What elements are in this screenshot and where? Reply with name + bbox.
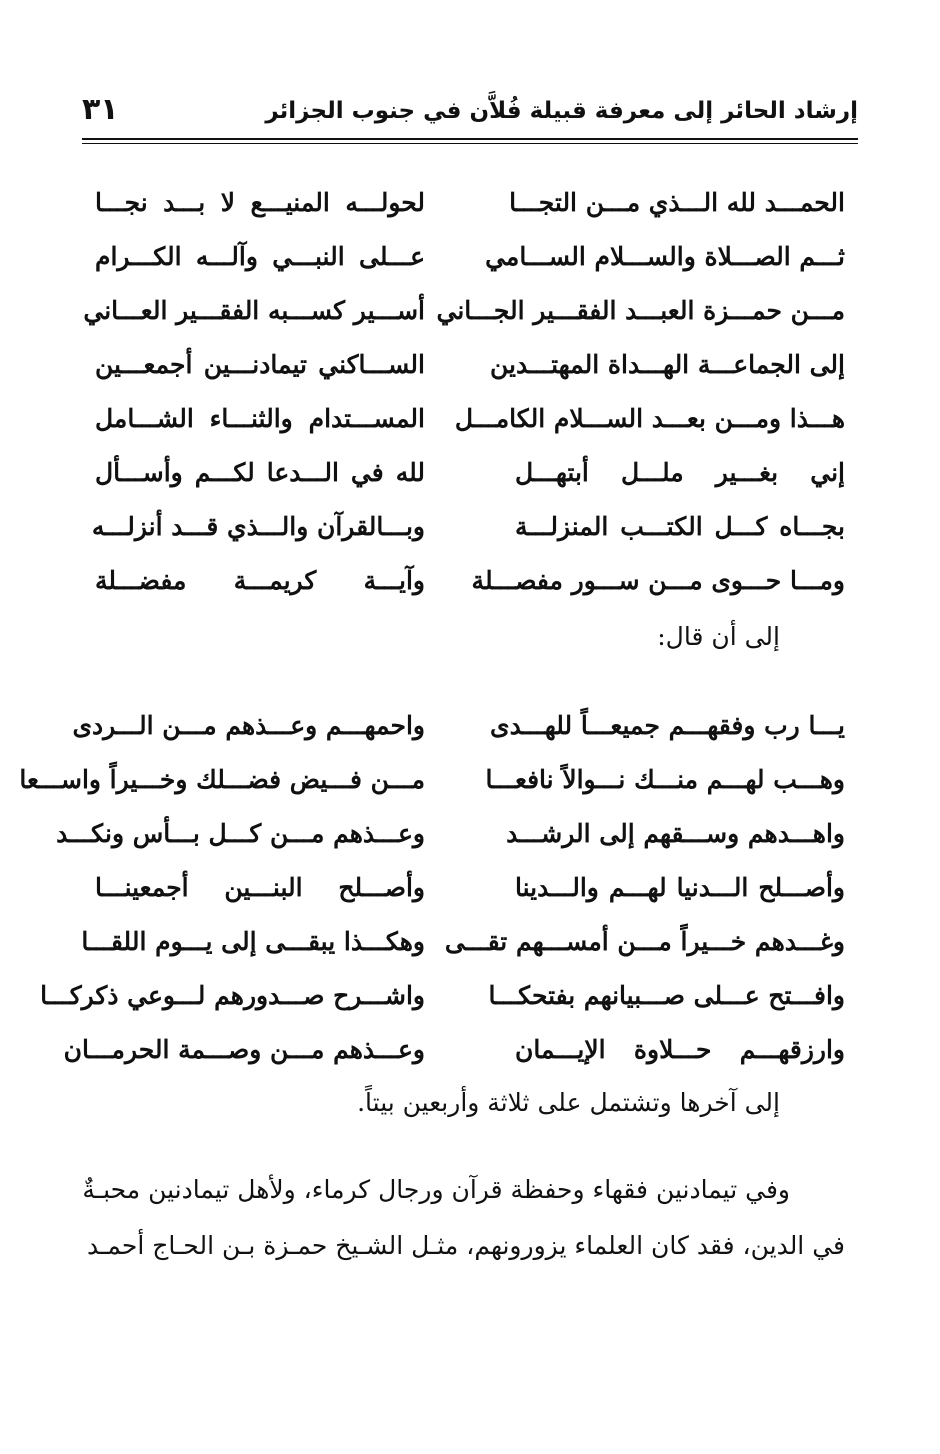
verse-first-hemistich: وارزقهـــم حـــلاوة الإيـــمان — [515, 1034, 845, 1064]
verse-second-hemistich: مـــن فـــيض فضـــلك وخـــيراً واســـعا — [19, 764, 425, 794]
verse-second-hemistich: وهكـــذا يبقـــى إلى يـــوم اللقـــا — [81, 926, 425, 956]
page-number: ٣١ — [82, 92, 119, 127]
verse-first-hemistich: إني بغـــير ملـــل أبتهـــل — [515, 457, 845, 487]
paragraph-line-1: وفي تيمادنين فقهاء وحفظة قرآن ورجال كرماء، ولأهل تيمادنين محبـةٌ — [82, 1175, 790, 1204]
verse-row — [40, 968, 845, 1022]
verse-second-hemistich: المســـتدام والثنـــاء الشـــامل — [95, 403, 425, 433]
verse-first-hemistich: بجـــاه كـــل الكتـــب المنزلـــة — [515, 511, 845, 541]
verse-second-hemistich: واحمهـــم وعـــذهم مـــن الـــردى — [72, 710, 425, 740]
verse-first-hemistich: الحمـــد لله الـــذي مـــن التجـــا — [509, 187, 845, 217]
verse-first-hemistich: مـــن حمـــزة العبـــد الفقـــير الجـــاني — [436, 295, 845, 325]
verse-first-hemistich: يـــا رب وفقهـــم جميعـــاً للهـــدى — [490, 710, 845, 740]
verse-second-hemistich: أســـير كســـبه الفقـــير العـــاني — [83, 295, 425, 325]
body-paragraph — [82, 1162, 845, 1274]
running-title: إرشاد الحائر إلى معرفة قبيلة فُلاَّن في جنوب الجزائر — [265, 98, 858, 124]
verse-row — [56, 806, 845, 860]
transition-line: إلى أن قال: — [657, 622, 780, 651]
verse-row — [95, 445, 845, 499]
verse-second-hemistich: الســـاكني تيمادنـــين أجمعـــين — [95, 349, 425, 379]
verse-row — [95, 860, 845, 914]
verse-row — [19, 752, 845, 806]
verse-first-hemistich: ثـــم الصـــلاة والســـلام الســـامي — [485, 241, 845, 271]
closing-line: إلى آخرها وتشتمل على ثلاثة وأربعين بيتاً. — [357, 1088, 780, 1117]
verse-first-hemistich: إلى الجماعـــة الهـــداة المهتـــدين — [490, 349, 845, 379]
verse-first-hemistich: ومـــا حـــوى مـــن ســـور مفصـــلة — [471, 565, 845, 595]
poem-part-2 — [19, 698, 845, 1076]
verse-row — [91, 499, 845, 553]
verse-first-hemistich: وأصـــلح الـــدنيا لهـــم والـــدينا — [515, 872, 845, 902]
verse-row — [63, 1022, 845, 1076]
verse-row — [81, 914, 845, 968]
verse-second-hemistich: عـــلى النبـــي وآلـــه الكـــرام — [95, 241, 425, 271]
verse-first-hemistich: وافـــتح عـــلى صـــبيانهم بفتحكـــا — [488, 980, 845, 1010]
verse-second-hemistich: لحولـــه المنيـــع لا بـــد نجـــا — [95, 187, 425, 217]
paragraph-line-2: في الدين، فقد كان العلماء يزورونهم، مثـل الشـيخ حمـزة بـن الحـاج أحمـد — [86, 1231, 845, 1260]
verse-second-hemistich: وعـــذهم مـــن وصـــمة الحرمـــان — [63, 1034, 425, 1064]
verse-row — [95, 337, 845, 391]
verse-first-hemistich: وهـــب لهـــم منـــك نـــوالاً نافعـــا — [485, 764, 845, 794]
verse-second-hemistich: وعـــذهم مـــن كـــل بـــأس ونكـــد — [56, 818, 425, 848]
verse-second-hemistich: لله في الـــدعا لكـــم وأســـأل — [95, 457, 425, 487]
header-rule-thin — [82, 143, 858, 144]
verse-first-hemistich: واهـــدهم وســـقهم إلى الرشـــد — [506, 818, 845, 848]
verse-row — [83, 283, 845, 337]
verse-second-hemistich: واشـــرح صـــدورهم لـــوعي ذكركـــا — [40, 980, 425, 1010]
verse-row — [95, 553, 845, 607]
poem-part-1 — [83, 175, 845, 607]
running-header — [82, 92, 858, 136]
verse-second-hemistich: وآيـــة كريمـــة مفضـــلة — [95, 565, 425, 595]
verse-second-hemistich: وأصـــلح البنـــين أجمعينـــا — [95, 872, 425, 902]
verse-second-hemistich: وبـــالقرآن والـــذي قـــد أنزلـــه — [91, 511, 425, 541]
verse-first-hemistich: وغـــدهم خـــيراً مـــن أمســـهم تقـــى — [444, 926, 845, 956]
verse-row — [95, 175, 845, 229]
header-rule-thick — [82, 138, 858, 140]
verse-row — [95, 391, 845, 445]
verse-row — [72, 698, 845, 752]
verse-row — [95, 229, 845, 283]
verse-first-hemistich: هـــذا ومـــن بعـــد الســـلام الكامـــل — [454, 403, 845, 433]
